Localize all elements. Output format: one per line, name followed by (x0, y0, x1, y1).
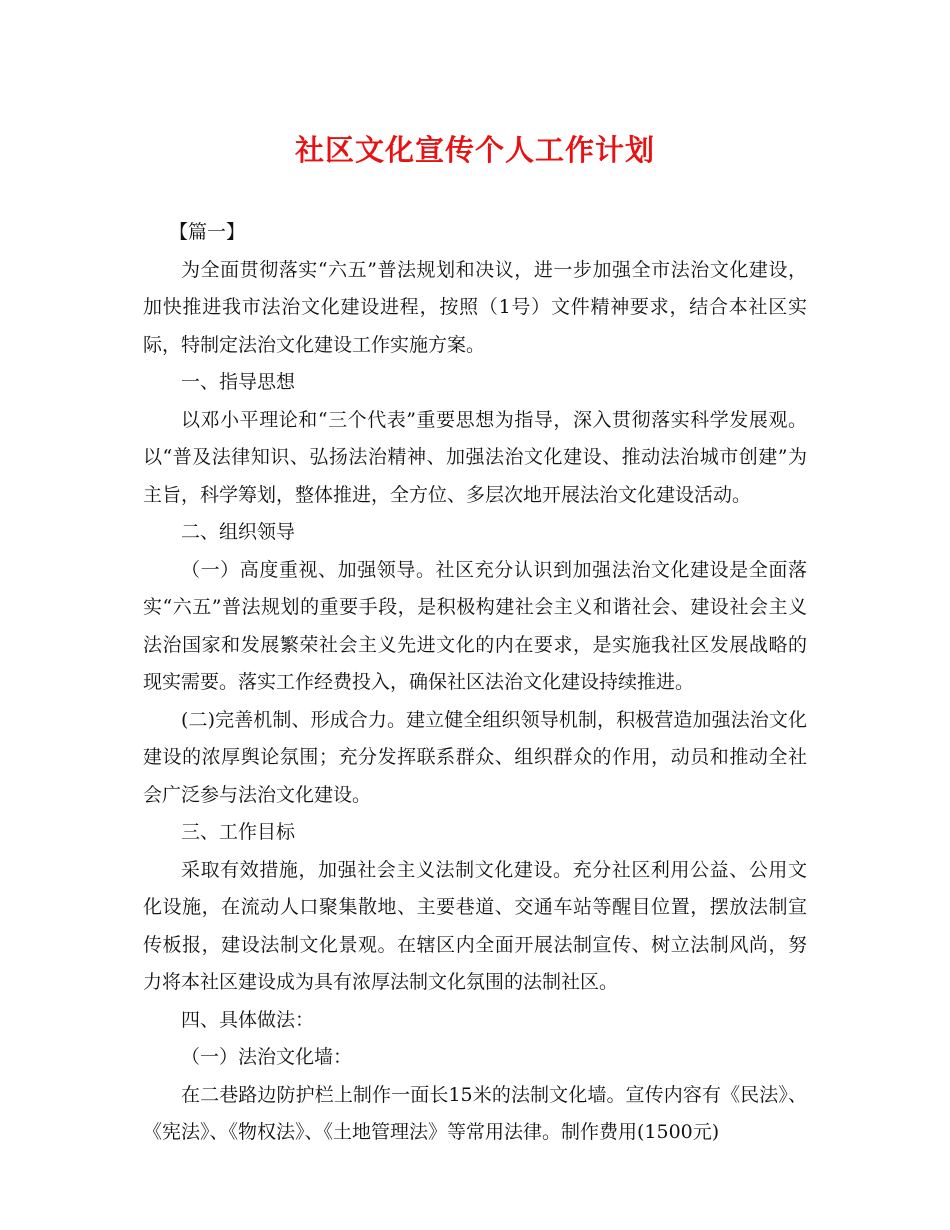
heading-guiding-ideology: 一、指导思想 (181, 371, 296, 393)
leadership-paragraph-2: (二)完善机制、形成合力。建立健全组织领导机制，积极营造加强法治文化建设的浓厚舆论氛围；充分发挥联系群众、组织群众的作用，动员和推动全社会广泛参与法治文化建设。 (143, 708, 807, 806)
subheading-culture-wall: （一）法治文化墙： (181, 1046, 353, 1068)
document-title: 社区文化宣传个人工作计划 (294, 133, 655, 167)
section-marker: 【篇一】 (169, 221, 246, 243)
leadership-paragraph-1: （一）高度重视、加强领导。社区充分认识到加强法治文化建设是全面落实“六五”普法规划的重要手段，是积极构建社会主义和谐社会、建设社会主义法治国家和发展繁荣社会主义先进文化的内在要求，是实施我社区发展战略的现实需要。落实工作经费投入，确保社区法治文化建设持续推进。 (143, 558, 807, 693)
culture-wall-paragraph: 在二巷路边防护栏上制作一面长15米的法制文化墙。宣传内容有《民法》、《宪法》、《物权法》、《土地管理法》等常用法律。制作费用(1500元) (143, 1083, 807, 1143)
heading-work-goals: 三、工作目标 (181, 821, 296, 843)
heading-specific-methods: 四、具体做法： (181, 1008, 315, 1031)
work-goals-paragraph: 采取有效措施，加强社会主义法制文化建设。充分社区利用公益、公用文化设施，在流动人口聚集散地、主要巷道、交通车站等醒目位置，摆放法制宣传板报，建设法制文化景观。在辖区内全面开展法制宣传、树立法制风尚，努力将本社区建设成为具有浓厚法制文化氛围的法制社区。 (143, 858, 807, 993)
guiding-ideology-paragraph: 以邓小平理论和“三个代表”重要思想为指导，深入贯彻落实科学发展观。以“普及法律知识、弘扬法治精神、加强法治文化建设、推动法治城市创建”为主旨，科学筹划，整体推进，全方位、多层次地开展法治文化建设活动。 (143, 408, 807, 506)
document-body (143, 214, 807, 1152)
heading-organization-leadership: 二、组织领导 (181, 521, 296, 543)
intro-paragraph: 为全面贯彻落实“六五”普法规划和决议，进一步加强全市法治文化建设，加快推进我市法治文化建设进程，按照（1号）文件精神要求，结合本社区实际，特制定法治文化建设工作实施方案。 (143, 258, 807, 356)
